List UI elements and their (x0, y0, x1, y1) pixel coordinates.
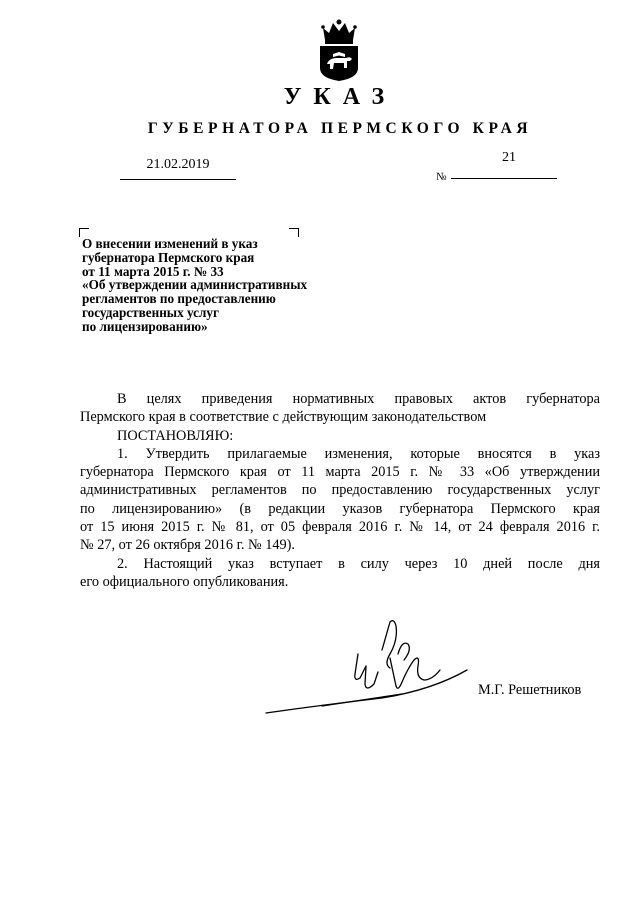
item-1-line: административных регламентов по предоставлению государственных услуг (80, 482, 600, 499)
heading-line: по лицензированию» (82, 318, 208, 334)
heading-corner-right (289, 228, 299, 237)
item-1-line: от 15 июня 2015 г. № 81, от 05 февраля 2016 г. № 14, от 24 февраля 2016 г. (80, 519, 600, 536)
number-underline (451, 178, 557, 179)
decree-number-field (451, 150, 557, 179)
decree-word: ПОСТАНОВЛЯЮ: (117, 427, 234, 444)
handwritten-signature (262, 610, 482, 720)
date-underline (120, 179, 236, 180)
item-2-paragraph (80, 555, 600, 592)
item-2-line: его официального опубликования. (80, 573, 289, 590)
perm-krai-coat-of-arms-icon (317, 18, 361, 82)
number-sign: № (436, 171, 447, 183)
decree-date: 21.02.2019 (146, 157, 210, 172)
decree-heading (82, 237, 382, 334)
preamble-paragraph (80, 390, 600, 427)
preamble-line: В целях приведения нормативных правовых актов губернатора (117, 391, 600, 407)
heading-line: государственных услуг (82, 304, 220, 320)
signer-name: М.Г. Решетников (478, 682, 582, 698)
heading-line: «Об утверждении административных (82, 277, 308, 293)
decree-body (80, 390, 600, 591)
decree-number: 21 (502, 150, 516, 165)
item-1-paragraph (80, 445, 600, 555)
decree-word-paragraph (80, 427, 600, 445)
item-1-line: 1. Утвердить прилагаемые изменения, которые вносятся в указ (117, 445, 600, 462)
heading-line: губернатора Пермского края (82, 249, 255, 265)
item-1-line: губернатора Пермского края от 11 марта 2015 г. № 33 «Об утверждении (80, 464, 600, 481)
document-type-title: УКАЗ (283, 84, 397, 110)
preamble-line: Пермского края в соответствие с действующим законодательством (80, 409, 487, 426)
heading-line: регламентов по предоставлению (82, 291, 276, 307)
heading-line: О внесении изменений в указ (82, 236, 258, 251)
heading-line: от 11 марта 2015 г. № 33 (82, 263, 224, 279)
issuer-subtitle: ГУБЕРНАТОРА ПЕРМСКОГО КРАЯ (147, 120, 533, 137)
item-1-line: по лицензированию» (в редакции указов губернатора Пермского края (80, 500, 600, 517)
item-2-line: 2. Настоящий указ вступает в силу через 10 дней после дня (117, 555, 600, 572)
item-1-line: № 27, от 26 октября 2016 г. № 149). (80, 537, 295, 554)
decree-date-field (120, 157, 236, 180)
